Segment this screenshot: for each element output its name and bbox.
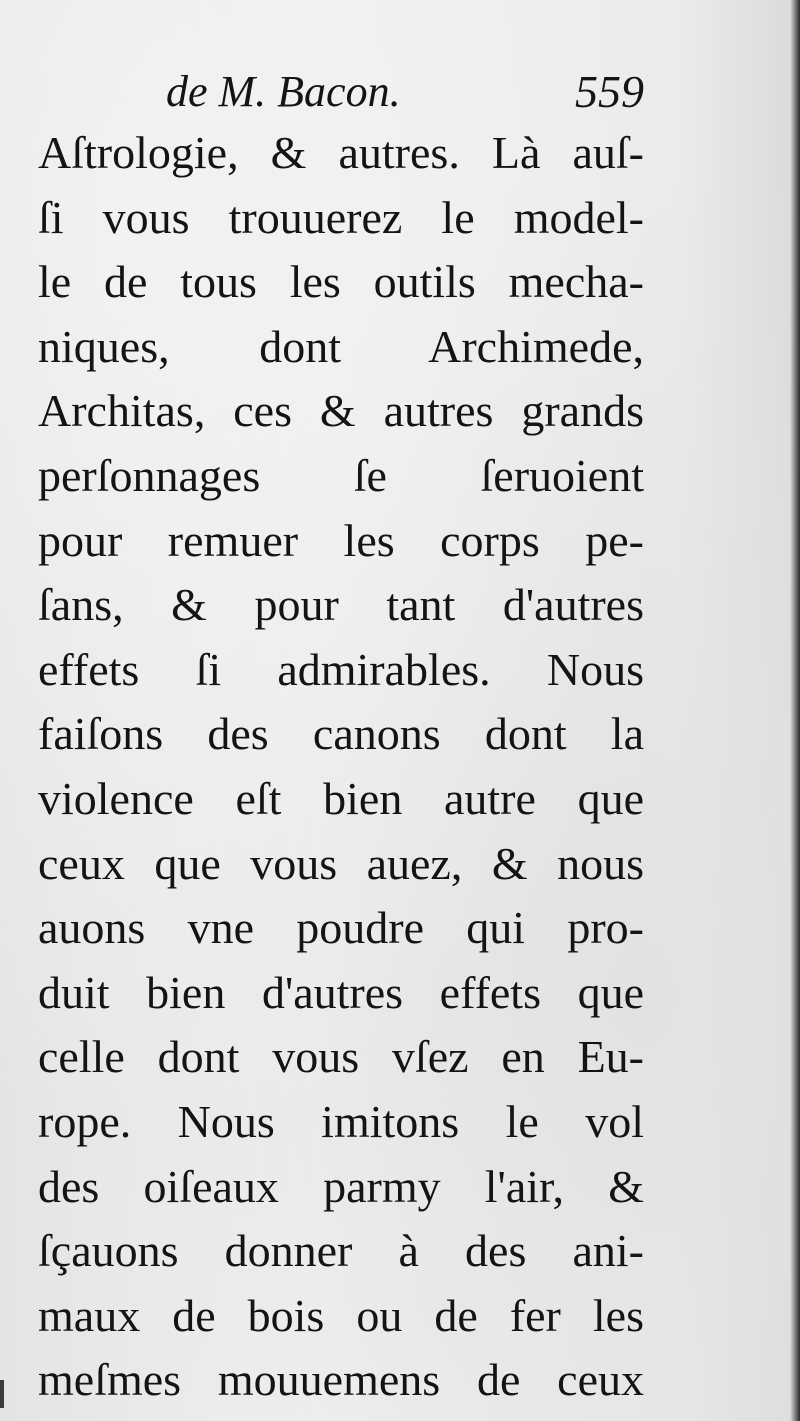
text-line: ceux que vous auez, & nous — [38, 837, 644, 889]
running-title: de M. Bacon. — [166, 67, 401, 116]
text-line: faiſons des canons dont la — [38, 708, 644, 760]
text-line: ſans, & pour tant d'autres — [38, 579, 644, 631]
text-line: Architas, ces & autres grands — [38, 385, 644, 437]
text-line: effets ſi admirables. Nous — [38, 643, 644, 695]
running-head — [38, 64, 644, 120]
text-line: celle dont vous vſez en Eu- — [38, 1031, 644, 1083]
text-line: pour remuer les corps pe- — [38, 514, 644, 566]
page-edge-shadow-left — [0, 1380, 4, 1408]
text-line: maux de bois ou de fer les — [38, 1289, 644, 1341]
text-line: perſonnages ſe ſeruoient — [38, 449, 644, 501]
text-line: rope. Nous imitons le vol — [38, 1095, 644, 1147]
page-edge-shadow-right — [790, 0, 800, 1421]
text-line: Aſtrologie, & autres. Là auſ- — [38, 127, 644, 178]
text-line: des oiſeaux parmy l'air, & — [38, 1160, 644, 1212]
text-line: ſçauons donner à des ani- — [38, 1225, 644, 1277]
body-text — [38, 121, 644, 1413]
text-line: duit bien d'autres effets que — [38, 966, 644, 1018]
text-line: ſi vous trouuerez le model- — [38, 191, 644, 243]
text-line: meſmes mouuemens de ceux — [38, 1354, 644, 1406]
text-line: violence eſt bien autre que — [38, 772, 644, 824]
text-line: le de tous les outils mecha- — [38, 256, 644, 308]
text-line: auons vne poudre qui pro- — [38, 902, 644, 954]
page-number: 559 — [575, 66, 644, 117]
text-line: niques, dont Archimede, — [38, 320, 644, 372]
